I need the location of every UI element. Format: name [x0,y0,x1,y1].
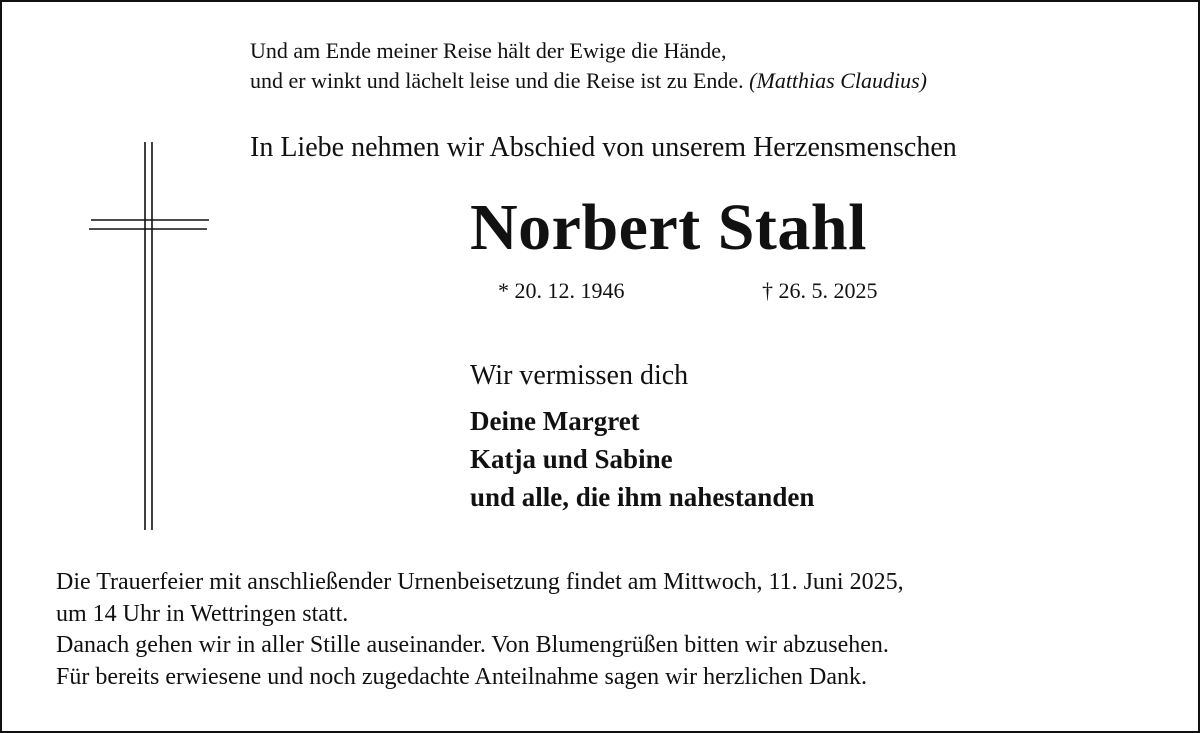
deceased-name: Norbert Stahl [470,191,867,264]
quote-line-2: und er winkt und lächelt leise und die Reise ist zu Ende. [250,68,744,93]
birth-date: * 20. 12. 1946 [498,278,625,303]
closing-notice [56,567,904,693]
mourner-line: Deine Margret [470,406,640,436]
closing-line: Für bereits erwiesene und noch zugedachte Anteilnahme sagen wir herzlichen Dank. [56,663,868,690]
quote-author: (Matthias Claudius) [749,68,928,93]
death-date: † 26. 5. 2025 [762,278,878,303]
cross-icon [87,142,213,532]
mourners-intro: Wir vermissen dich [470,360,689,391]
quote-line-1: Und am Ende meiner Reise hält der Ewige die Hände, [250,38,727,63]
closing-line: um 14 Uhr in Wettringen statt. [56,600,349,627]
intro-text: In Liebe nehmen wir Abschied von unserem Herzensmenschen [250,132,957,163]
mourner-line: Katja und Sabine [470,444,673,474]
closing-line: Die Trauerfeier mit anschließender Urnenbeisetzung findet am Mittwoch, 11. Juni 2025, [56,569,904,595]
quote [250,36,927,96]
mourner-line: und alle, die ihm nahestanden [470,482,815,512]
closing-line: Danach gehen wir in aller Stille auseinander. Von Blumengrüßen bitten wir abzusehen. [56,632,889,658]
mourners-list [470,402,814,516]
